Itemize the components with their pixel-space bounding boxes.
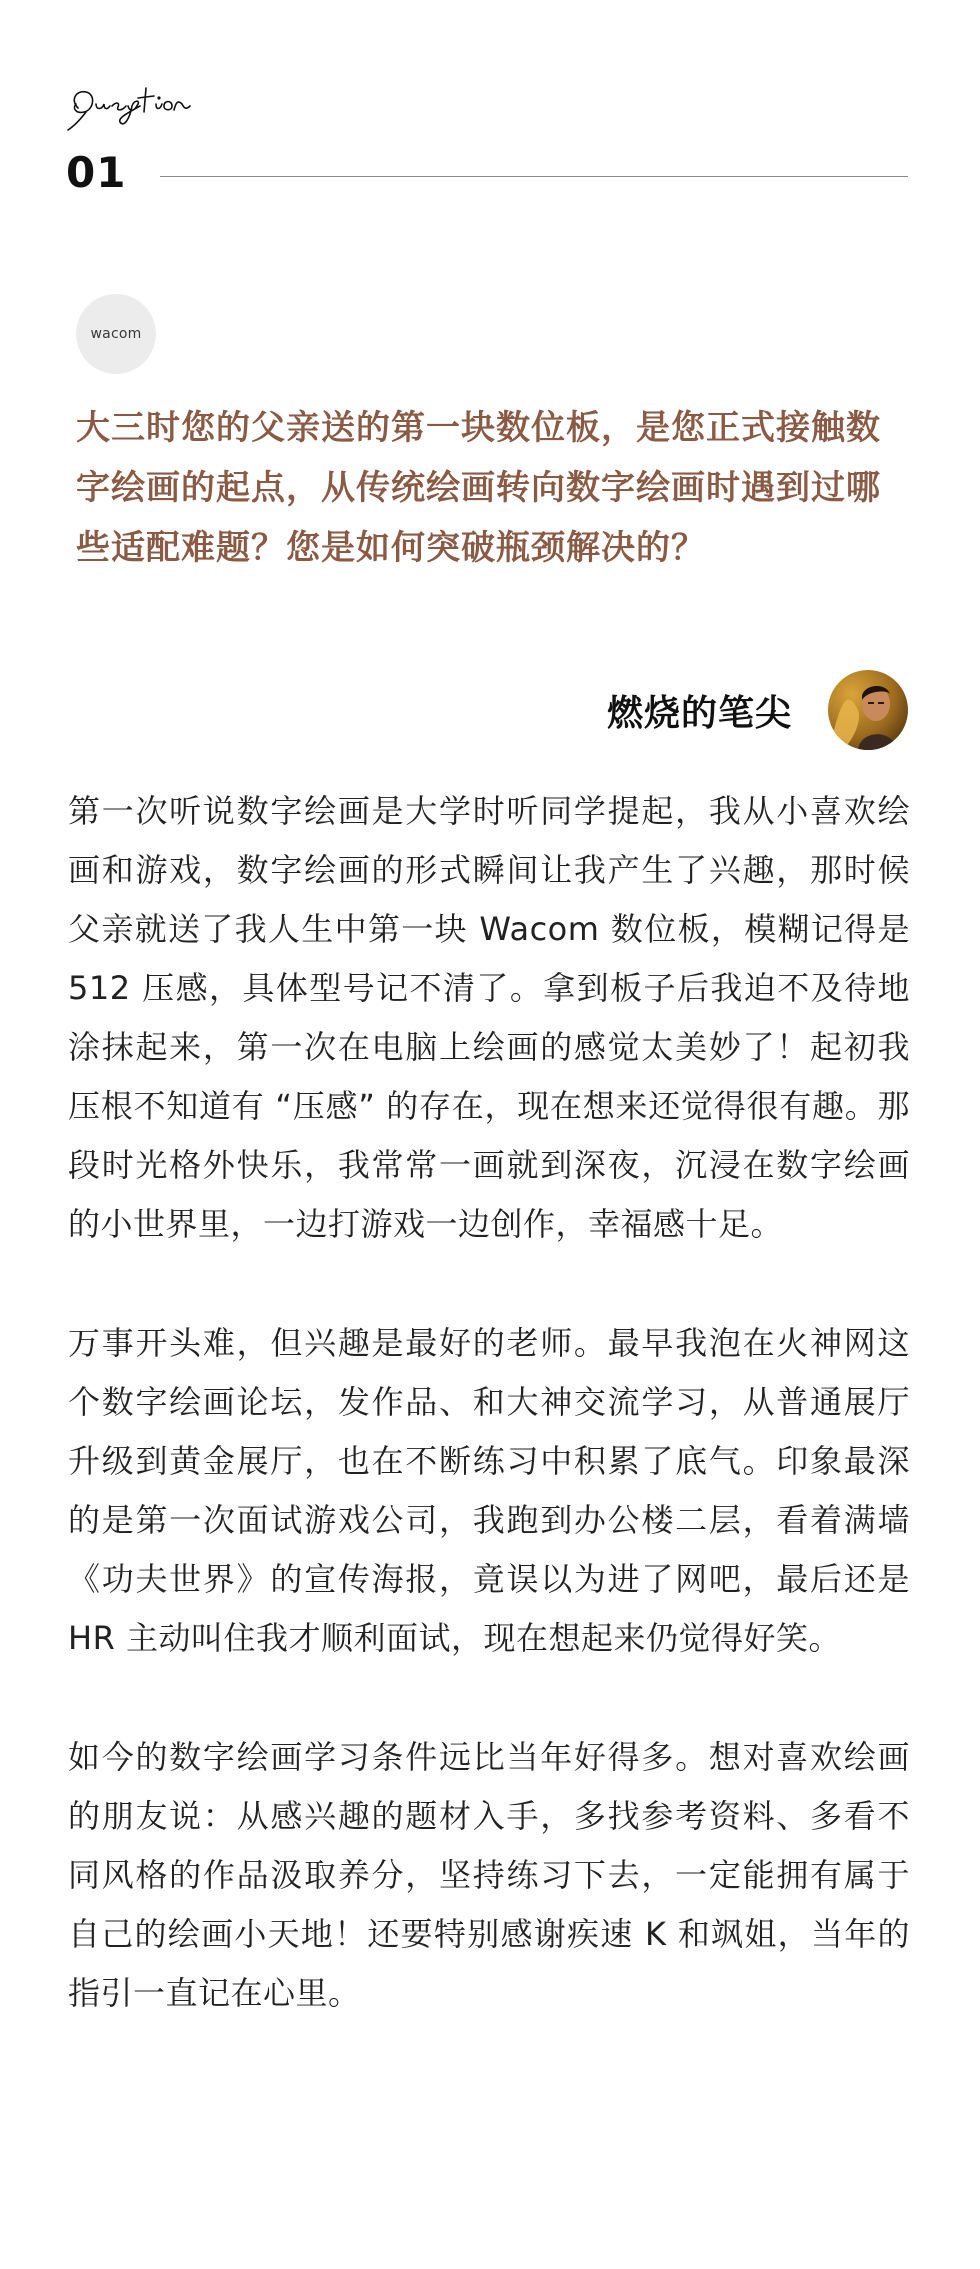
question-script-label xyxy=(60,78,220,138)
wacom-logo-text: wacom xyxy=(90,326,142,342)
question-script-icon xyxy=(60,78,220,138)
author-avatar xyxy=(828,670,908,750)
question-number: 01 xyxy=(66,148,127,197)
answer-paragraph-2: 万事开头难，但兴趣是最好的老师。最早我泡在火神网这个数字绘画论坛，发作品、和大神交流学习，从普通展厅升级到黄金展厅，也在不断练习中积累了底气。印象最深的是第一次面试游戏公司，我跑到办公楼二层，看着满墙《功夫世界》的宣传海报，竟误以为进了网吧，最后还是 HR 主动叫住我才顺利面试，现在想起来仍觉得好笑。 xyxy=(68,1324,910,1657)
answer-paragraph-3: 如今的数字绘画学习条件远比当年好得多。想对喜欢绘画的朋友说：从感兴趣的题材入手，多找参考资料、多看不同风格的作品汲取养分，坚持练习下去，一定能拥有属于自己的绘画小天地！还要特别感谢疾速 K 和飒姐，当年的指引一直记在心里。 xyxy=(68,1738,910,2012)
answer-paragraph-1: 第一次听说数字绘画是大学时听同学提起，我从小喜欢绘画和游戏，数字绘画的形式瞬间让我产生了兴趣，那时候父亲就送了我人生中第一块 Wacom 数位板，模糊记得是 512 压感，具体型号记不清了。拿到板子后我迫不及待地涂抹起来，第一次在电脑上绘画的感觉太美妙了！起初我压根不知道有 “压感” 的存在，现在想来还觉得很有趣。那段时光格外快乐，我常常一画就到深夜，沉浸在数字绘画的小世界里，一边打游戏一边创作，幸福感十足。 xyxy=(68,792,910,1243)
wacom-logo-badge xyxy=(76,294,156,374)
author-row xyxy=(607,670,908,750)
author-name: 燃烧的笔尖 xyxy=(606,692,792,734)
question-text: 大三时您的父亲送的第一块数位板，是您正式接触数字绘画的起点，从传统绘画转向数字绘画时遇到过哪些适配难题？您是如何突破瓶颈解决的？ xyxy=(76,408,881,568)
avatar-photo-icon xyxy=(828,670,908,750)
answer-body xyxy=(68,782,910,2083)
header-divider xyxy=(160,176,908,177)
